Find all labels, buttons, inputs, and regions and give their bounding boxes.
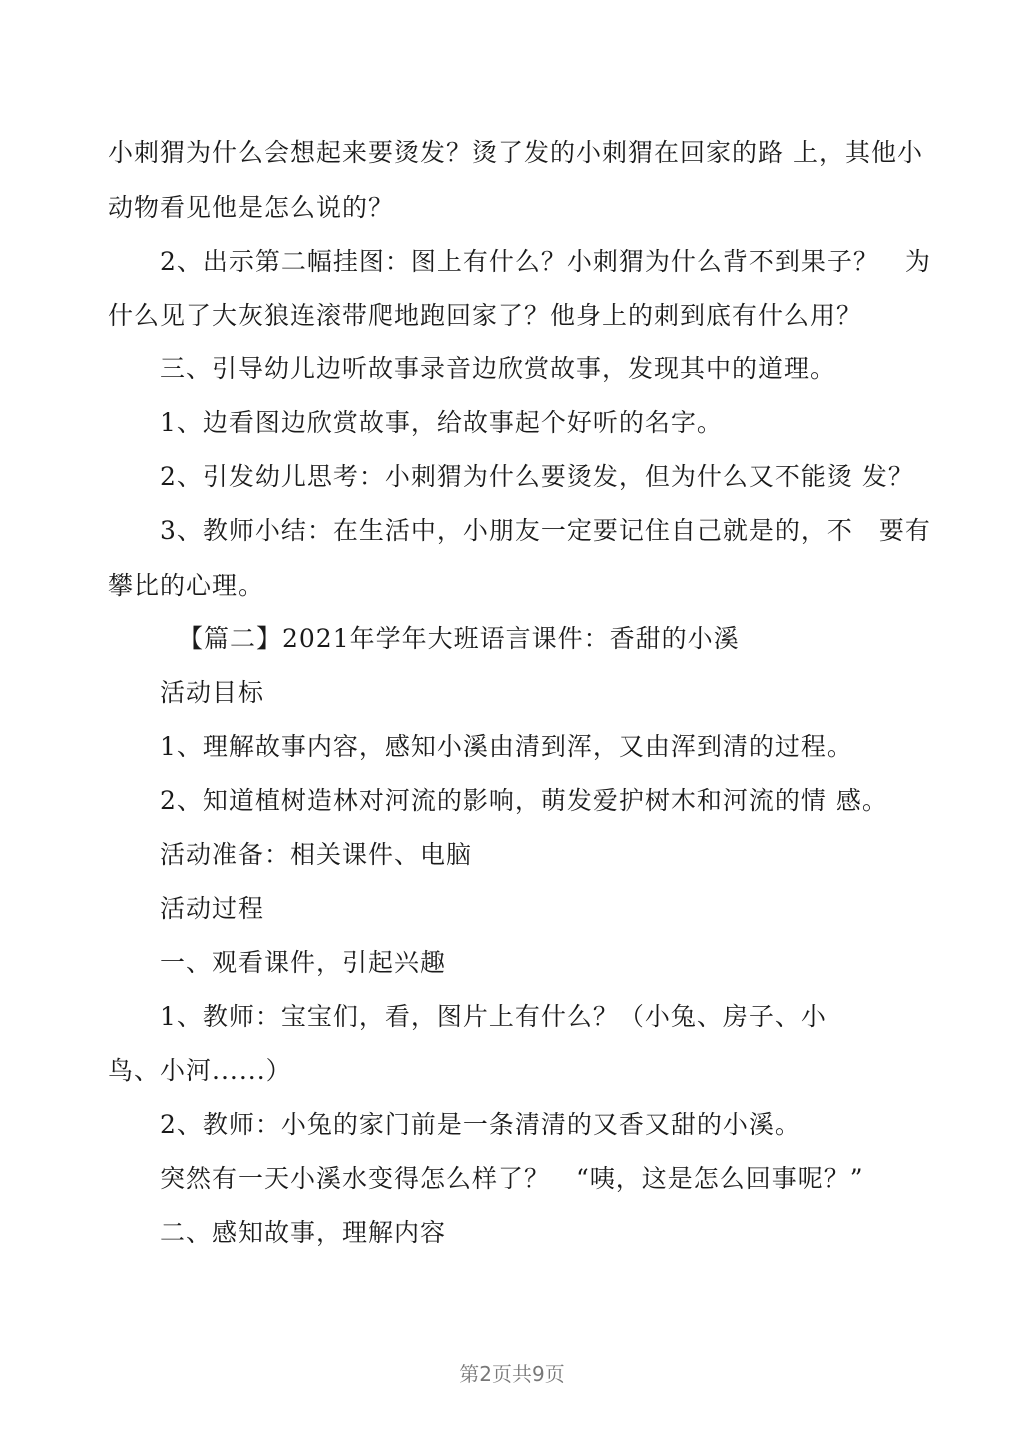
section-heading: 二、感知故事，理解内容	[160, 1218, 447, 1247]
body-line: 2、知道植树造林对河流的影响，萌发爱护树木和河流的情 感。	[160, 786, 888, 815]
article-title: 【篇二】2021年学年大班语言课件：香甜的小溪	[178, 624, 740, 653]
body-line: 2、出示第二幅挂图：图上有什么？小刺猬为什么背不到果子？ 为	[160, 247, 931, 276]
body-line: 3、教师小结：在生活中，小朋友一定要记住自己就是的，不 要有	[160, 516, 931, 545]
body-line: 小刺猬为什么会想起来要烫发？烫了发的小刺猬在回家的路 上，其他小	[108, 138, 923, 167]
body-line: 2、教师：小兔的家门前是一条清清的又香又甜的小溪。	[160, 1110, 801, 1139]
body-line: 1、教师：宝宝们，看，图片上有什么？（小兔、房子、小	[160, 1002, 827, 1031]
body-line: 1、边看图边欣赏故事，给故事起个好听的名字。	[160, 408, 723, 437]
body-line: 1、理解故事内容，感知小溪由清到浑，又由浑到清的过程。	[160, 732, 853, 761]
section-heading: 三、引导幼儿边听故事录音边欣赏故事，发现其中的道理。	[160, 354, 837, 383]
section-heading: 活动目标	[160, 678, 265, 707]
body-line: 动物看见他是怎么说的？	[108, 193, 395, 222]
section-heading: 活动过程	[160, 894, 265, 923]
body-line: 攀比的心理。	[108, 571, 265, 600]
section-heading: 一、观看课件，引起兴趣	[160, 948, 447, 977]
body-line: 什么见了大灰狼连滚带爬地跑回家了？他身上的刺到底有什么用？	[108, 301, 863, 330]
body-line: 活动准备：相关课件、电脑	[160, 840, 473, 869]
body-line: 突然有一天小溪水变得怎么样了？ “咦，这是怎么回事呢？”	[160, 1164, 864, 1193]
body-line: 鸟、小河......）	[108, 1056, 292, 1085]
body-line: 2、引发幼儿思考：小刺猬为什么要烫发，但为什么又不能烫 发？	[160, 462, 914, 491]
page-number: 第2页共9页	[459, 1362, 565, 1386]
